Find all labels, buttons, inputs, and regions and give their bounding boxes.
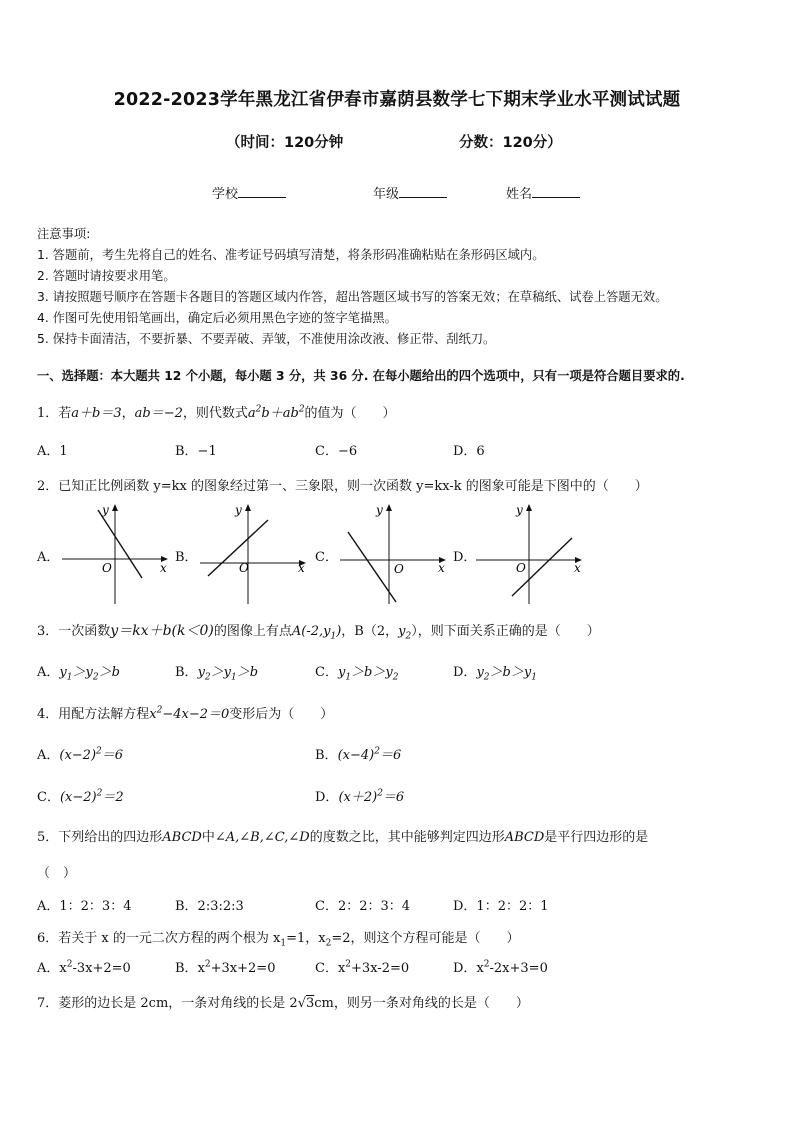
q1-option-a[interactable]: A．1 xyxy=(37,444,68,459)
x-axis-label: x xyxy=(438,561,445,575)
q2-option-a[interactable]: A． xyxy=(37,550,60,565)
graph-c[interactable] xyxy=(338,500,450,606)
section-heading: 一、选择题：本大题共 12 个小题，每小题 3 分，共 36 分. 在每小题给出的四个选项中，只有一项是符合题目要求的. xyxy=(37,369,685,383)
q5-option-c[interactable]: C．2：2：3：4 xyxy=(315,899,411,914)
name-field: 姓名 xyxy=(506,183,580,202)
origin-label: O xyxy=(394,562,404,576)
note-item: 1. 答题前，考生先将自己的姓名、准考证号码填写清楚，将条形码准确粘贴在条形码区域内。 xyxy=(37,248,545,262)
question-2: 2．已知正比例函数 y=kx 的图象经过第一、三象限，则一次函数 y=kx-k 的图象可能是下图中的（ ） xyxy=(37,479,648,494)
y-axis-label: y xyxy=(376,503,383,517)
q2-option-b[interactable]: B． xyxy=(175,550,198,565)
q5-answer-paren: （ ） xyxy=(37,866,77,881)
q6-option-c[interactable]: C．$x^2+3x-2=0$ xyxy=(315,959,410,976)
question-6: 6．若关于 x 的一元二次方程的两个根为 $x_1=1$，$x_2=2$，则这个方程可能是（ ） xyxy=(37,931,520,949)
origin-label: O xyxy=(239,561,249,575)
school-field: 学校 xyxy=(212,183,286,202)
question-3: 3．一次函数y＝kx＋b(k＜0)的图像上有点$A(-2,y_1)$，B（2，$y_2$），则下面关系正确的是（ ） xyxy=(37,623,600,642)
q3-option-c[interactable]: C．$y_1>b>y_2$ xyxy=(315,665,399,683)
page-title: 2022-2023学年黑龙江省伊春市嘉荫县数学七下期末学业水平测试试题 xyxy=(113,90,681,110)
q1-option-c[interactable]: C．−6 xyxy=(315,444,358,459)
q3-option-d[interactable]: D．$y_2>b>y_1$ xyxy=(453,665,537,683)
q6-option-b[interactable]: B．$x^2+3x+2=0$ xyxy=(175,959,276,976)
q1-option-d[interactable]: D．6 xyxy=(453,444,485,459)
q3-option-b[interactable]: B．$y_2>y_1>b$ xyxy=(175,665,259,683)
origin-label: O xyxy=(516,561,526,575)
graph-a[interactable] xyxy=(60,500,172,606)
graph-b[interactable] xyxy=(198,500,310,606)
q4-option-d[interactable]: D．$(x+2)^2=6$ xyxy=(315,788,405,805)
notes-heading: 注意事项: xyxy=(37,227,91,241)
y-axis-label: y xyxy=(235,503,242,517)
note-item: 3. 请按照题号顺序在答题卡各题目的答题区域内作答，超出答题区域书写的答案无效；在草稿纸、试卷上答题无效。 xyxy=(37,290,668,304)
q4-option-c[interactable]: C．$(x-2)^2=2$ xyxy=(37,788,124,805)
y-axis-label: y xyxy=(102,503,109,517)
origin-label: O xyxy=(102,561,112,575)
q4-option-b[interactable]: B．$(x-4)^2=6$ xyxy=(315,746,402,763)
q5-option-a[interactable]: A．1：2：3：4 xyxy=(37,899,132,914)
x-axis-label: x xyxy=(298,561,305,575)
q5-option-d[interactable]: D．1：2：2：1 xyxy=(453,899,549,914)
y-axis-label: y xyxy=(516,503,523,517)
q4-option-a[interactable]: A．$(x-2)^2=6$ xyxy=(37,746,124,763)
q2-option-d[interactable]: D． xyxy=(453,550,477,565)
x-axis-label: x xyxy=(160,561,167,575)
question-1: 1．若a＋b＝3，ab＝−2，则代数式$a^2b+ab^2$的值为（ ） xyxy=(37,404,396,421)
q2-option-c[interactable]: C． xyxy=(315,550,338,565)
question-5: 5．下列给出的四边形ABCD中∠A,∠B,∠C,∠D的度数之比，其中能够判定四边形ABCD是平行四边形的是 xyxy=(37,830,649,845)
q6-option-a[interactable]: A．$x^2-3x+2=0$ xyxy=(37,959,131,976)
exam-time: （时间：120分钟 xyxy=(226,135,344,151)
note-item: 5. 保持卡面清洁，不要折暴、不要弄破、弄皱，不准使用涂改液、修正带、刮纸刀。 xyxy=(37,332,496,346)
grade-field: 年级 xyxy=(373,183,447,202)
q1-option-b[interactable]: B．−1 xyxy=(175,444,217,459)
graph-d[interactable] xyxy=(474,500,586,606)
q6-option-d[interactable]: D．$x^2-2x+3=0$ xyxy=(453,959,548,976)
note-item: 2. 答题时请按要求用笔。 xyxy=(37,269,176,283)
exam-score: 分数：120分） xyxy=(459,135,562,151)
x-axis-label: x xyxy=(574,561,581,575)
q5-option-b[interactable]: B．2:3:2:3 xyxy=(175,899,244,914)
q3-option-a[interactable]: A．$y_1>y_2>b$ xyxy=(37,665,120,683)
note-item: 4. 作图可先使用铅笔画出，确定后必须用黑色字迹的签字笔描黑。 xyxy=(37,311,397,325)
question-7: 7．菱形的边长是 2cm，一条对角线的长是 2√3cm，则另一条对角线的长是（ ） xyxy=(37,996,529,1011)
question-4: 4．用配方法解方程$x^2-4x-2=0$变形后为（ ） xyxy=(37,705,334,722)
sqrt-3: √3 xyxy=(297,996,315,1011)
